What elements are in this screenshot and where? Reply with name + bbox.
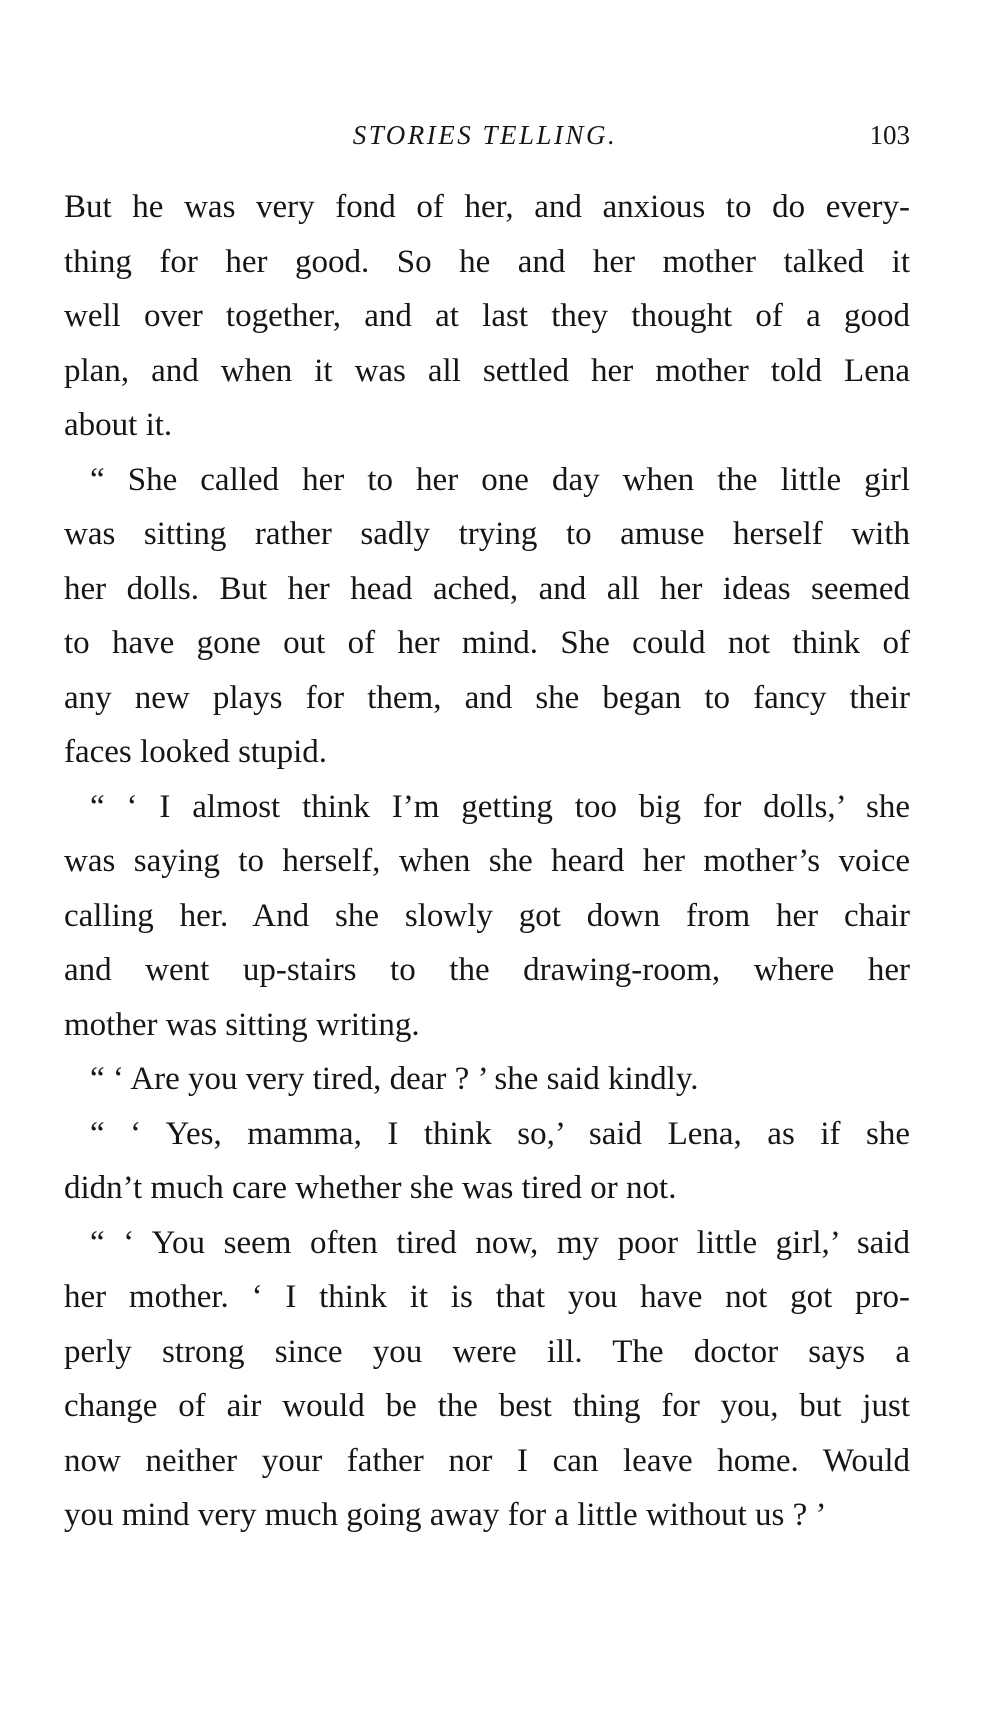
- text-line: “ ‘ I almost think I’m getting too big for dolls,’ she: [90, 788, 910, 825]
- text-line: any new plays for them, and she began to fancy their: [64, 679, 910, 716]
- text-line: and went up-stairs to the drawing-room, where her: [64, 952, 910, 988]
- text-line: her mother. ‘ I think it is that you have not got pro-: [64, 1279, 910, 1315]
- running-title: STORIES TELLING.: [352, 120, 618, 150]
- text-line: “ ‘ You seem often tired now, my poor little girl,’ said: [90, 1224, 910, 1261]
- text-line: was saying to herself, when she heard her mother’s voice: [64, 843, 910, 879]
- text-line: well over together, and at last they thought of a good: [64, 298, 910, 334]
- text-line: perly strong since you were ill. The doctor says a: [64, 1333, 910, 1370]
- text-line: mother was sitting writing.: [64, 1006, 420, 1043]
- text-line: to have gone out of her mind. She could not think of: [64, 625, 910, 661]
- text-line: change of air would be the best thing for you, but just: [64, 1388, 910, 1424]
- text-line: “ ‘ Yes, mamma, I think so,’ said Lena, as if she: [90, 1115, 910, 1152]
- text-line: But he was very fond of her, and anxious to do every-: [64, 189, 910, 225]
- text-line: now neither your father nor I can leave home. Would: [64, 1442, 910, 1479]
- page-number: 103: [869, 120, 910, 150]
- text-line: “ She called her to her one day when the little girl: [90, 461, 910, 498]
- text-line: was sitting rather sadly trying to amuse herself with: [64, 516, 910, 552]
- text-line: you mind very much going away for a little without us ? ’: [64, 1497, 827, 1533]
- text-line: faces looked stupid.: [64, 734, 328, 770]
- text-line: her dolls. But her head ached, and all her ideas seemed: [64, 570, 910, 607]
- text-line: plan, and when it was all settled her mother told Lena: [64, 352, 910, 389]
- text-line: didn’t much care whether she was tired or not.: [64, 1170, 677, 1206]
- text-line: “ ‘ Are you very tired, dear ? ’ she said kindly.: [90, 1061, 699, 1097]
- running-head: [60, 120, 910, 160]
- body-text: [64, 180, 910, 1543]
- text-line: thing for her good. So he and her mother talked it: [64, 243, 910, 280]
- text-line: calling her. And she slowly got down from her chair: [64, 897, 910, 934]
- text-line: about it.: [64, 407, 173, 443]
